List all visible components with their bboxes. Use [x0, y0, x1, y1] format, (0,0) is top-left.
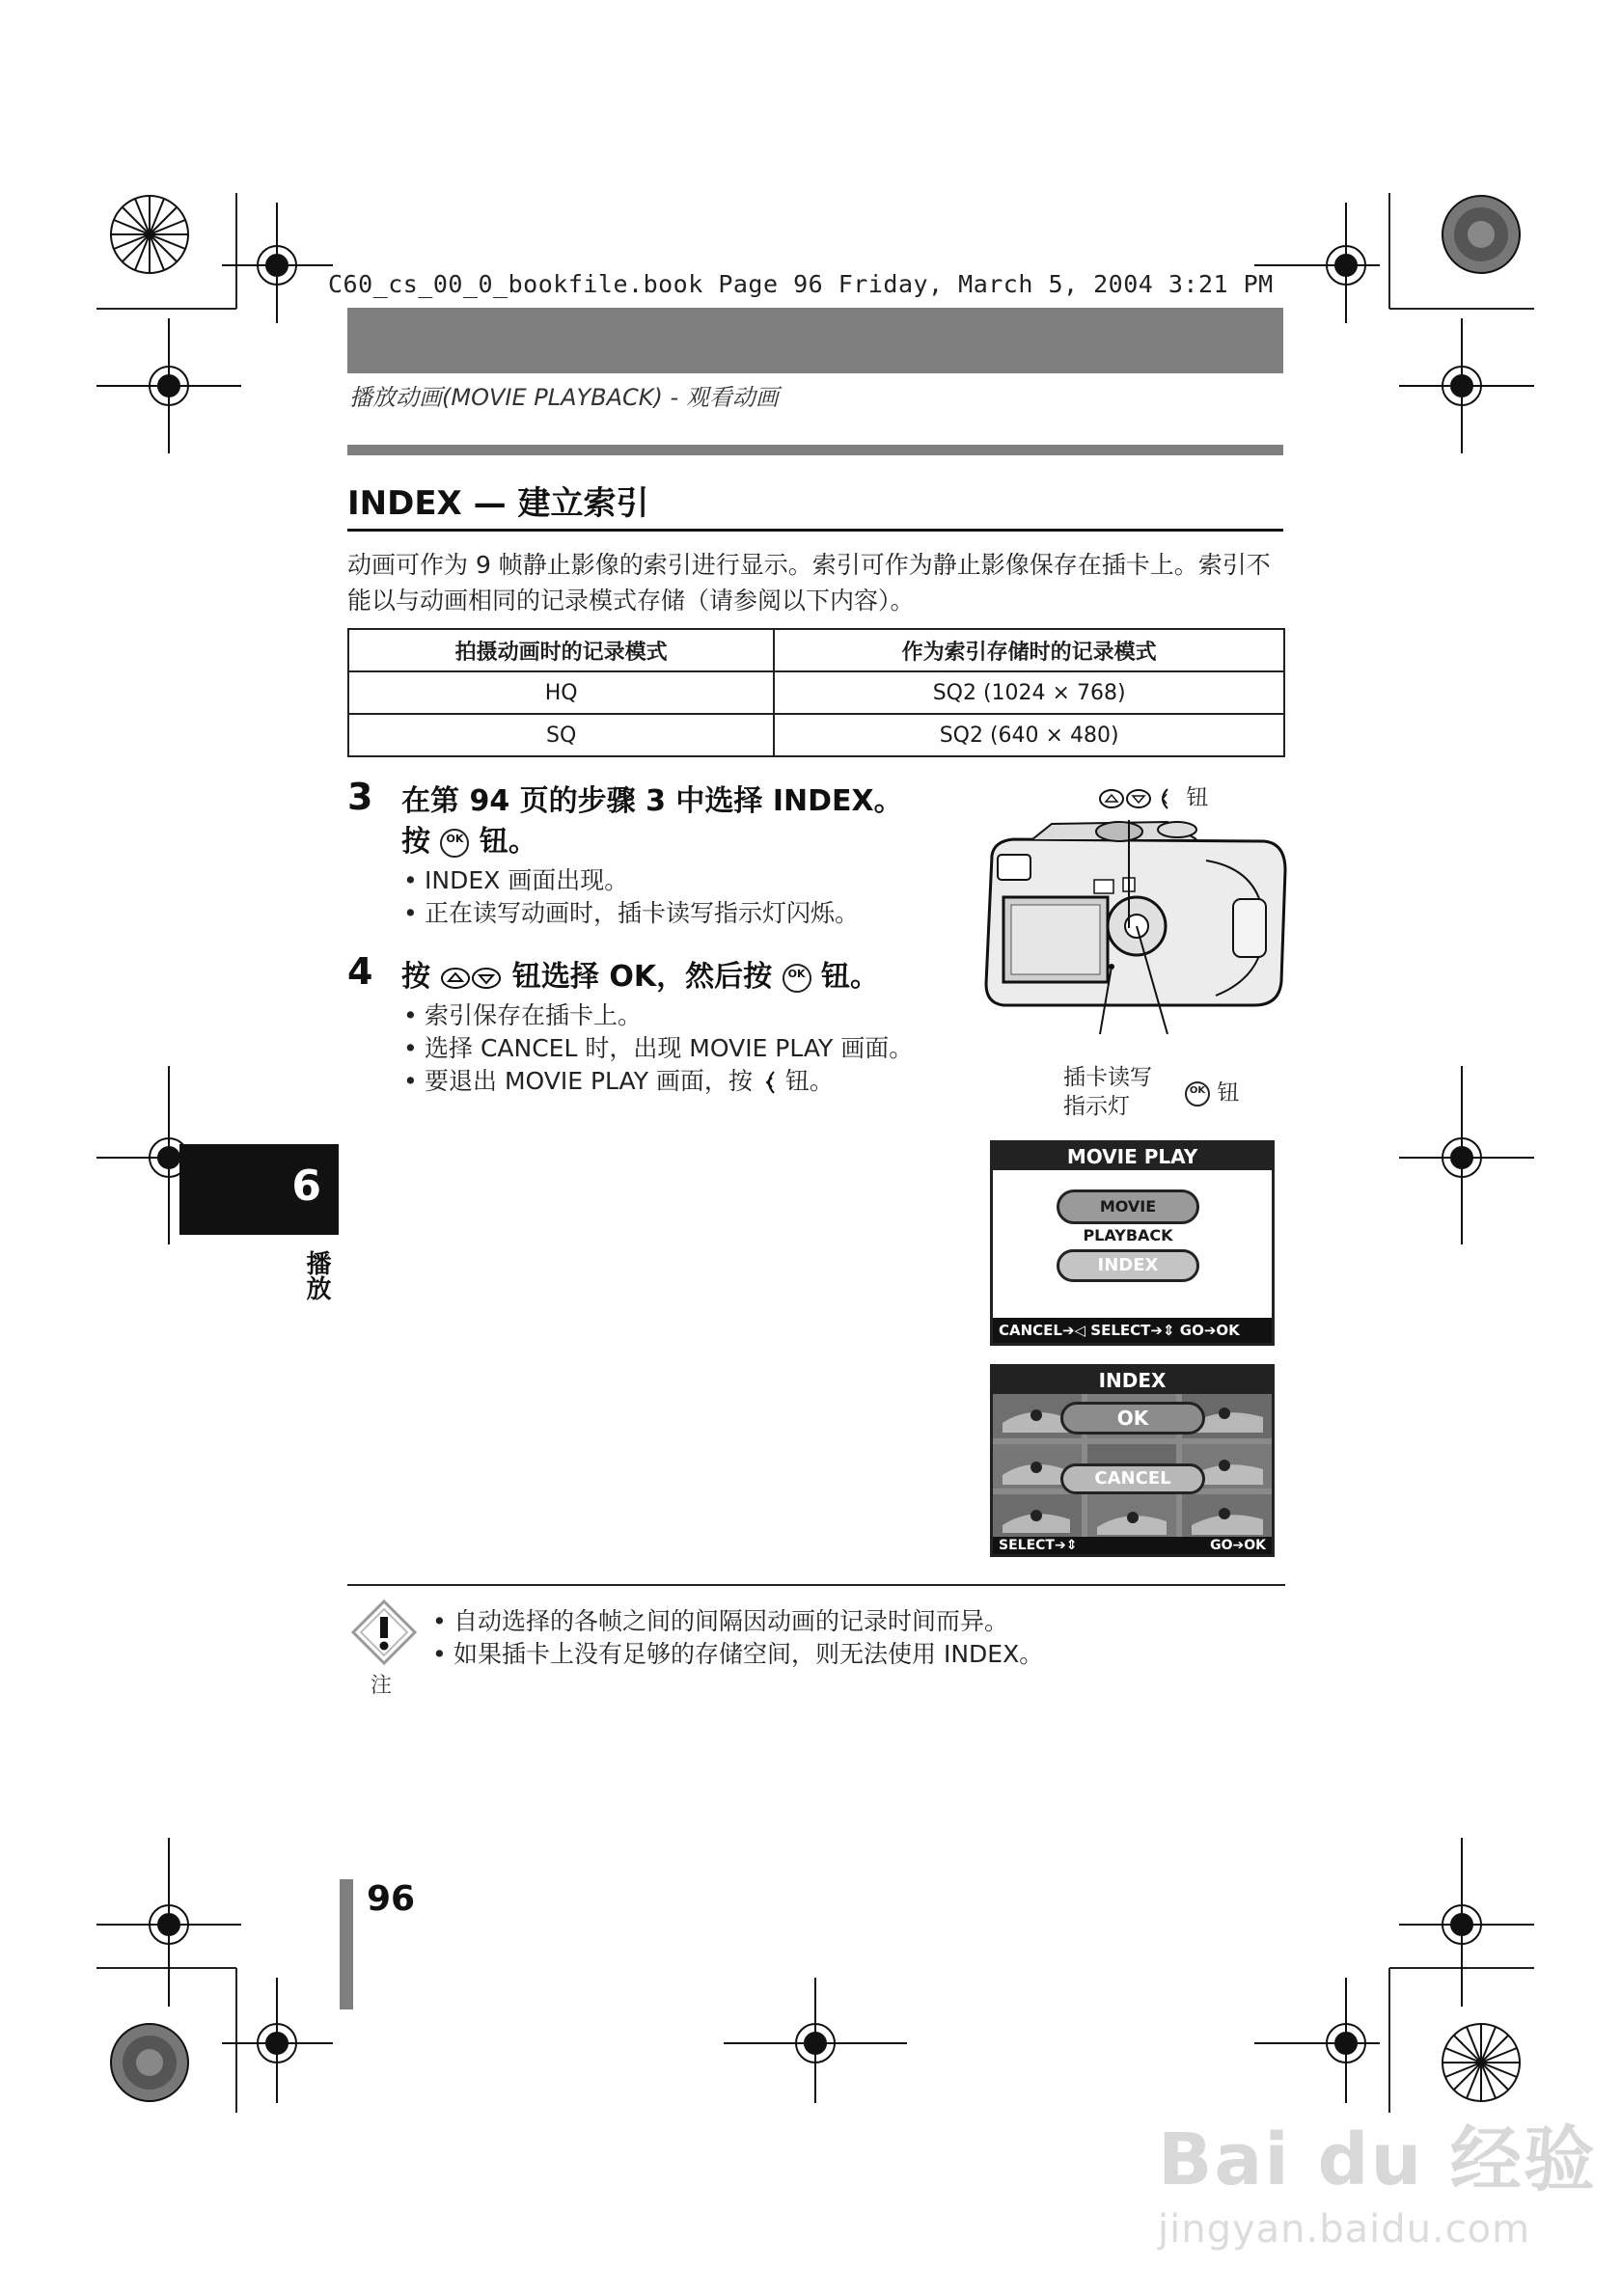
index-option: INDEX	[1057, 1249, 1199, 1282]
ok-button-label: OK 钮	[1185, 1079, 1239, 1107]
section-title: INDEX — 建立索引	[347, 484, 649, 523]
movie-play-screen	[990, 1140, 1275, 1346]
screen-footer: CANCEL➔◁ SELECT➔⇕ GO➔OK	[993, 1318, 1272, 1343]
movie-playback-option: MOVIE PLAYBACK	[1057, 1189, 1199, 1224]
list-item: • 正在读写动画时，插卡读写指示灯闪烁。	[401, 897, 942, 930]
up-down-arrow-keys-icon	[440, 966, 502, 991]
list-item: • 自动选择的各帧之间的间隔因动画的记录时间而异。	[430, 1605, 1279, 1638]
table-header: 拍摄动画时的记录模式	[348, 629, 774, 671]
step-3-line1: 在第 94 页的步骤 3 中选择 INDEX。	[401, 784, 903, 818]
title-rule	[347, 529, 1283, 532]
table-row	[348, 714, 1284, 756]
header-bar	[347, 308, 1283, 373]
page-number-bar	[340, 1879, 353, 2009]
ok-button-icon: OK	[783, 964, 811, 993]
table-cell: SQ	[348, 714, 774, 756]
ok-button-icon: OK	[1185, 1081, 1210, 1107]
table-cell: HQ	[348, 671, 774, 714]
table-header-row	[348, 629, 1284, 671]
step-3-line2: 按 OK 钮。	[401, 825, 537, 859]
step-3-number: 3	[347, 776, 373, 818]
step-4-text: 按 钮选择 OK，然后按 OK 钮。	[401, 960, 880, 994]
list-item: • 选择 CANCEL 时，出现 MOVIE PLAY 画面。	[401, 1032, 937, 1065]
camera-illustration	[975, 783, 1293, 1131]
ok-button-icon: OK	[440, 829, 469, 858]
baidu-watermark: Bai du 经验	[1158, 2118, 1597, 2201]
page-subtitle: 播放动画(MOVIE PLAYBACK) - 观看动画	[349, 384, 779, 411]
left-arrow-key-icon	[760, 1070, 778, 1095]
note-divider	[347, 1584, 1285, 1586]
step-4-bullets	[401, 999, 937, 1098]
table-header: 作为索引存储时的记录模式	[774, 629, 1284, 671]
note-label: 注	[371, 1674, 393, 1698]
step-3-bullets	[401, 864, 942, 930]
cancel-option: CANCEL	[1060, 1463, 1205, 1494]
screen-footer: SELECT➔⇕ GO➔OK	[993, 1537, 1272, 1554]
record-mode-table	[347, 628, 1285, 757]
ok-option: OK	[1060, 1402, 1205, 1435]
list-item: • 如果插卡上没有足够的存储空间，则无法使用 INDEX。	[430, 1638, 1279, 1671]
list-item: • INDEX 画面出现。	[401, 864, 942, 897]
baidu-watermark-url: jingyan.baidu.com	[1158, 2207, 1531, 2252]
step-4-number: 4	[347, 950, 373, 993]
step-3-text	[401, 781, 942, 862]
page-number: 96	[367, 1879, 416, 1919]
camera-drawing	[975, 812, 1293, 1034]
chapter-number: 6	[291, 1162, 321, 1211]
screen-body	[993, 1170, 1272, 1318]
file-header: C60_cs_00_0_bookfile.book Page 96 Friday, March 5, 2004 3:21 PM	[328, 270, 1274, 298]
list-item: • 要退出 MOVIE PLAY 画面，按 钮。	[401, 1065, 937, 1098]
index-thumbnail-grid	[993, 1394, 1272, 1537]
table-row	[348, 671, 1284, 714]
index-screen	[990, 1364, 1275, 1557]
table-cell: SQ2 (1024 × 768)	[774, 671, 1284, 714]
card-access-lamp-label: 插卡读写 指示灯	[1063, 1065, 1152, 1119]
chapter-tab	[179, 1144, 339, 1235]
arrow-keys-label: 钮	[1098, 783, 1208, 812]
section-divider-bar	[347, 445, 1283, 455]
note-bullets	[430, 1605, 1279, 1671]
chapter-label: 播放	[302, 1250, 331, 1300]
table-cell: SQ2 (640 × 480)	[774, 714, 1284, 756]
list-item: • 索引保存在插卡上。	[401, 999, 937, 1032]
intro-paragraph: 动画可作为 9 帧静止影像的索引进行显示。索引可作为静止影像保存在插卡上。索引不能以与动画相同的记录模式存储（请参阅以下内容）。	[347, 551, 1271, 615]
warning-icon	[351, 1599, 417, 1665]
screen-title: INDEX	[993, 1367, 1272, 1394]
screen-title: MOVIE PLAY	[993, 1143, 1272, 1170]
arrow-keys-icon	[1098, 787, 1179, 810]
